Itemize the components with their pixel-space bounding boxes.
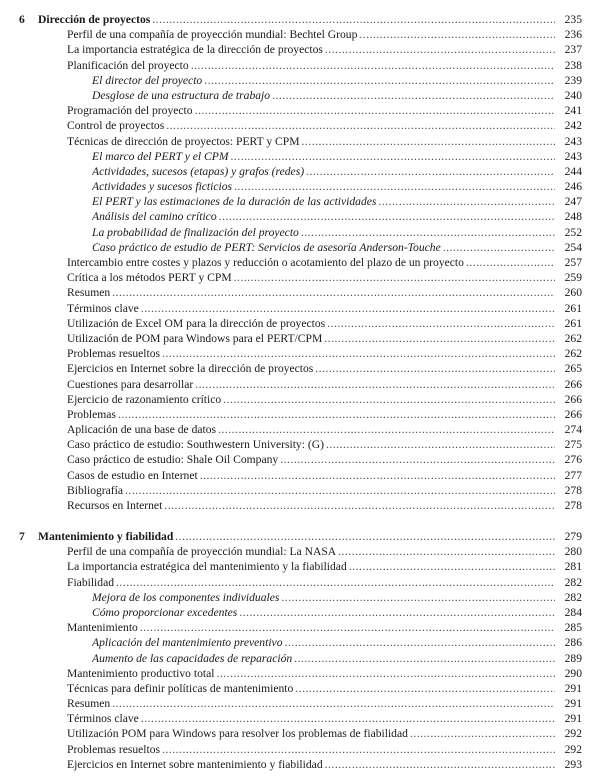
dot-leader [231,149,555,164]
toc-entry [0,285,600,300]
entry-title: Perfil de una compañía de proyección mundial: Bechtel Group [67,28,358,42]
entry-line [67,559,555,574]
dot-leader [315,361,555,376]
page-number: 291 [564,681,582,695]
entry-line [67,422,555,437]
entry-line [67,666,555,681]
entry-line [67,407,555,422]
toc-entry [0,711,600,726]
toc-entry [0,559,600,574]
chapter-6-toc [0,12,600,513]
toc-entry [0,73,600,88]
dot-leader [141,301,555,316]
entry-title: Planificación del proyecto [67,58,189,72]
entry-line [92,590,555,605]
page-number: 282 [564,590,582,604]
toc-entry [0,209,600,224]
entry-line [67,270,555,285]
page-number: 265 [564,362,582,376]
toc-entry [0,544,600,559]
entry-title: Cómo proporcionar excedentes [92,605,238,619]
page-number: 243 [564,149,582,163]
toc-entry [0,346,600,361]
entry-title: Ejercicios en Internet sobre mantenimiento y fiabilidad [67,757,323,771]
entry-line [67,301,555,316]
toc-entry [0,696,600,711]
page-number: 259 [564,271,582,285]
entry-line [67,316,555,331]
page-number: 278 [564,499,582,512]
entry-line [92,605,555,620]
entry-line [67,331,555,346]
dot-leader [125,483,555,498]
entry-line [67,377,555,392]
dot-leader [326,437,555,452]
chapter-title: Dirección de proyectos [38,13,151,26]
entry-line [38,529,555,544]
entry-title: Bibliografía [67,483,124,497]
entry-title: Resumen [67,286,111,300]
page-number: 274 [564,423,582,437]
dot-leader [443,240,555,255]
page-number: 243 [564,134,582,148]
dot-leader [272,88,555,103]
toc-entry [0,361,600,376]
toc-entry [0,742,600,757]
entry-title: Técnicas de dirección de proyectos: PERT y CPM [67,134,300,148]
entry-title: Análisis del camino crítico [92,210,217,224]
entry-line [92,164,555,179]
toc-entry [0,103,600,118]
toc-entry [0,194,600,209]
toc-entry [0,392,600,407]
toc-entry [0,422,600,437]
page-number: 242 [564,119,582,133]
toc-entry [0,179,600,194]
toc-entry [0,575,600,590]
dot-leader [325,757,555,772]
dot-leader [295,681,555,696]
entry-title: Recursos en Internet [67,499,163,512]
page-number: 279 [564,530,582,543]
dot-leader [219,209,555,224]
entry-line [67,437,555,452]
entry-title: Casos de estudio en Internet [67,468,198,482]
dot-leader [306,164,555,179]
entry-title: Ejercicio de razonamiento crítico [67,392,222,406]
page-number: 282 [564,575,582,589]
dot-leader [294,651,555,666]
entry-title: Crítica a los métodos PERT y CPM [67,271,232,285]
dot-leader [466,255,555,270]
entry-title: Problemas resueltos [67,347,161,361]
chapter-heading [0,529,600,544]
dot-leader [195,103,555,118]
entry-title: Utilización de Excel OM para la dirección de proyectos [67,316,326,330]
toc-entry [0,452,600,467]
toc-entry [0,118,600,133]
toc-entry [0,58,600,73]
entry-title: Ejercicios en Internet sobre la dirección de proyectos [67,362,314,376]
page-number: 289 [564,651,582,665]
entry-line [67,711,555,726]
toc-entry [0,483,600,498]
toc-entry [0,498,600,513]
entry-line [92,149,555,164]
page-number: 237 [564,43,582,57]
entry-line [67,27,555,42]
entry-line [92,179,555,194]
page-number: 254 [564,240,582,254]
entry-line [92,225,555,240]
chapter-number: 6 [19,13,25,26]
page-number: 261 [564,316,582,330]
entry-title: Términos clave [67,301,139,315]
entry-line [67,681,555,696]
page-number: 278 [564,483,582,497]
toc-entry [0,666,600,681]
toc-entry [0,225,600,240]
toc-entry [0,42,600,57]
page-number: 284 [564,605,582,619]
dot-leader [302,134,555,149]
page-number: 276 [564,453,582,467]
entry-title: Intercambio entre costes y plazos y reducción o acotamiento del plazo de un proyecto [67,256,464,269]
page-number: 240 [564,88,582,102]
entry-title: La probabilidad de finalización del proyecto [92,225,299,239]
dot-leader [204,73,555,88]
dot-leader [175,529,555,544]
toc-entry [0,726,600,741]
page-number: 248 [564,210,582,224]
entry-title: Cuestiones para desarrollar [67,377,194,391]
entry-line [67,346,555,361]
dot-leader [349,559,555,574]
page-number: 286 [564,636,582,650]
dot-leader [359,27,555,42]
entry-title: Problemas [67,407,116,421]
page-number: 280 [564,545,582,559]
entry-title: El marco del PERT y el CPM [92,149,229,163]
toc-entry [0,407,600,422]
toc-entry [0,316,600,331]
entry-line [67,483,555,498]
dot-leader [112,285,555,300]
toc-entry [0,468,600,483]
entry-line [67,468,555,483]
entry-line [67,452,555,467]
page-number: 262 [564,331,582,345]
toc-entry [0,757,600,772]
chapter-title: Mantenimiento y fiabilidad [38,530,174,543]
dot-leader [301,225,555,240]
dot-leader [325,42,555,57]
toc-entry [0,635,600,650]
dot-leader [218,422,555,437]
dot-leader [216,666,555,681]
entry-title: Actividades y sucesos ficticios [92,180,233,194]
entry-title: Utilización POM para Windows para resolver los problemas de fiabilidad [67,727,408,741]
entry-title: Aplicación de una base de datos [67,423,217,437]
entry-line [67,620,555,635]
dot-leader [410,726,555,741]
entry-line [67,575,555,590]
chapter-heading [0,12,600,27]
entry-line [92,651,555,666]
page-number: 241 [564,104,582,118]
entry-title: El PERT y las estimaciones de la duración de las actividades [92,195,377,209]
entry-line [67,255,555,270]
page-number: 261 [564,301,582,315]
entry-title: Mantenimiento [67,621,138,635]
toc-entry [0,88,600,103]
dot-leader [166,118,555,133]
entry-title: Programación del proyecto [67,104,193,118]
page-number: 260 [564,286,582,300]
toc-entry [0,255,600,270]
entry-line [67,58,555,73]
entry-title: Fiabilidad [67,575,115,589]
dot-leader [280,452,555,467]
entry-title: La importancia estratégica del mantenimiento y la fiabilidad [67,560,347,574]
dot-leader [162,346,555,361]
toc-entry [0,134,600,149]
dot-leader [338,544,555,559]
entry-line [38,12,555,27]
entry-line [67,118,555,133]
entry-title: Resumen [67,697,111,711]
page-number: 291 [564,712,582,726]
entry-title: Actividades, sucesos (etapas) y grafos (redes) [92,164,305,178]
chapter-number: 7 [19,530,25,543]
dot-leader [116,575,555,590]
entry-title: Mantenimiento productivo total [67,666,215,680]
dot-leader [239,605,555,620]
entry-title: Problemas resueltos [67,742,161,756]
dot-leader [324,331,555,346]
chapter-7-toc [0,529,600,772]
dot-leader [141,711,555,726]
entry-line [67,285,555,300]
entry-line [67,544,555,559]
page-number: 285 [564,621,582,635]
dot-leader [223,392,555,407]
page-number: 292 [564,727,582,741]
toc-entry [0,651,600,666]
entry-line [67,726,555,741]
page-number: 238 [564,58,582,72]
dot-leader [162,742,555,757]
entry-line [92,73,555,88]
toc-entry [0,620,600,635]
page-number: 293 [564,757,582,771]
page-number: 291 [564,697,582,711]
toc-entry [0,331,600,346]
dot-leader [200,468,555,483]
page-number: 247 [564,195,582,209]
page-number: 290 [564,666,582,680]
toc-entry [0,301,600,316]
dot-leader [195,377,555,392]
toc-entry [0,149,600,164]
dot-leader [285,635,556,650]
dot-leader [281,590,555,605]
entry-line [67,361,555,376]
entry-line [67,392,555,407]
entry-title: Aplicación del mantenimiento preventivo [92,636,283,650]
entry-title: Caso práctico de estudio: Southwestern University: (G) [67,438,324,452]
page-number: 266 [564,392,582,406]
toc-entry [0,27,600,42]
page-number: 266 [564,377,582,391]
dot-leader [378,194,555,209]
page-number: 257 [564,256,582,269]
toc-entry [0,605,600,620]
entry-title: Perfil de una compañía de proyección mundial: La NASA [67,545,337,559]
entry-line [67,696,555,711]
page-number: 244 [564,164,582,178]
entry-line [67,103,555,118]
page-number: 235 [564,13,582,26]
dot-leader [118,407,555,422]
entry-title: Términos clave [67,712,139,726]
toc-entry [0,681,600,696]
entry-title: Mejora de los componentes individuales [92,590,280,604]
page-number: 266 [564,407,582,421]
dot-leader [327,316,555,331]
toc-entry [0,270,600,285]
entry-line [67,757,555,772]
page-number: 292 [564,742,582,756]
toc-entry [0,590,600,605]
entry-line [67,42,555,57]
toc-entry [0,240,600,255]
page-number: 239 [564,73,582,87]
entry-line [67,134,555,149]
entry-title: La importancia estratégica de la dirección de proyectos [67,43,323,57]
page-number: 277 [564,468,582,482]
entry-line [92,194,555,209]
entry-title: Técnicas para definir políticas de mantenimiento [67,681,294,695]
entry-line [67,498,555,513]
entry-title: Control de proyectos [67,119,165,133]
entry-title: Desglose de una estructura de trabajo [92,88,271,102]
dot-leader [234,270,555,285]
dot-leader [234,179,555,194]
page-number: 252 [564,225,582,239]
dot-leader [112,696,555,711]
page-number: 246 [564,180,582,194]
dot-leader [152,12,555,27]
toc-entry [0,437,600,452]
entry-title: Aumento de las capacidades de reparación [92,651,293,665]
entry-title: Caso práctico de estudio de PERT: Servicios de asesoría Anderson-Touche [92,240,441,254]
entry-line [92,635,555,650]
page-number: 236 [564,28,582,42]
toc-entry [0,377,600,392]
entry-title: Utilización de POM para Windows para el PERT/CPM [67,331,323,345]
entry-line [67,742,555,757]
dot-leader [191,58,555,73]
page-number: 275 [564,438,582,452]
page-number: 281 [564,560,582,574]
entry-title: Caso práctico de estudio: Shale Oil Company [67,453,279,467]
entry-line [92,88,555,103]
dot-leader [140,620,555,635]
toc-entry [0,164,600,179]
page-number: 262 [564,347,582,361]
entry-title: El director del proyecto [92,73,203,87]
entry-line [92,240,555,255]
entry-line [92,209,555,224]
dot-leader [164,498,555,513]
